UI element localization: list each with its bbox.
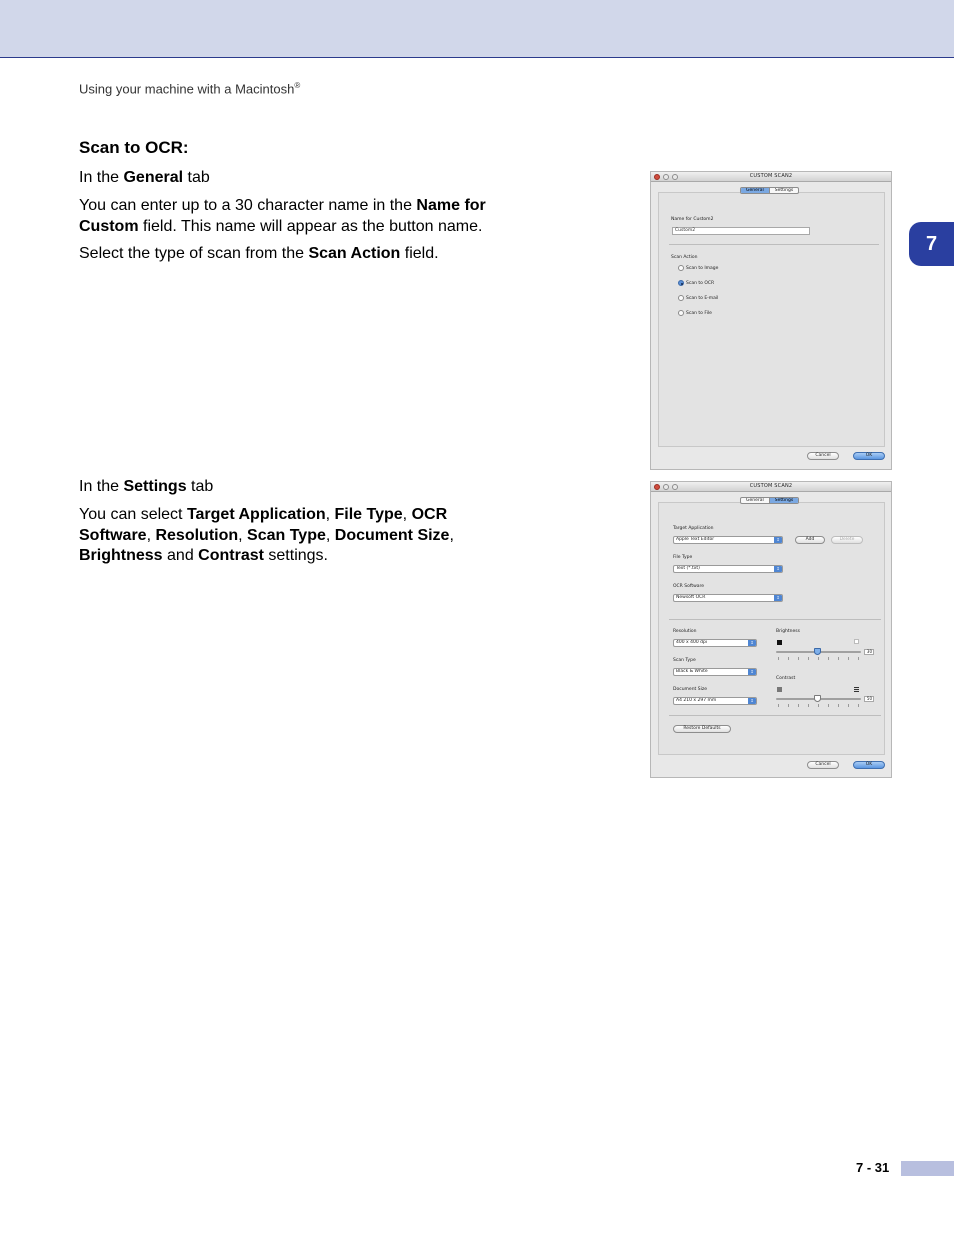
contrast-ticks [778, 704, 860, 707]
chapter-tab: 7 [909, 222, 954, 266]
settings-panel [658, 502, 885, 755]
scan-action-label: Scan Action [671, 255, 698, 260]
ocr-software-popup[interactable]: Newsoft OCR ↕ [673, 594, 783, 602]
contrast-slider-knob[interactable] [814, 695, 821, 702]
popup-arrows-icon: ↕ [748, 669, 756, 675]
contrast-high-icon [854, 687, 859, 692]
add-button[interactable]: Add [795, 536, 825, 544]
ok-button[interactable]: OK [853, 452, 885, 460]
cancel-button[interactable]: Cancel [807, 761, 839, 769]
general-panel [658, 192, 885, 447]
brightness-slider-knob[interactable] [814, 648, 821, 655]
popup-arrows-icon: ↕ [774, 595, 782, 601]
dialog-title: CUSTOM SCAN2 [749, 173, 793, 179]
name-for-custom-label: Name for Custom2 [671, 217, 714, 222]
contrast-label: Contrast [776, 676, 796, 681]
dialog-settings-tabbar [740, 497, 799, 504]
radio-selected-icon [678, 280, 684, 286]
name-for-custom-field[interactable]: Custom2 [672, 227, 810, 235]
radio-icon [678, 295, 684, 301]
tab-settings[interactable]: Settings [769, 498, 798, 503]
resolution-popup[interactable]: 400 x 400 dpi ↕ [673, 639, 757, 647]
brightness-label: Brightness [776, 629, 800, 634]
popup-arrows-icon: ↕ [748, 698, 756, 704]
scan-type-popup[interactable]: Black & White ↕ [673, 668, 757, 676]
tab-general[interactable]: General [746, 498, 764, 503]
radio-scan-to-image[interactable]: Scan to Image [678, 265, 718, 271]
running-head: Using your machine with a Macintosh® [79, 81, 301, 97]
separator [669, 244, 879, 245]
popup-arrows-icon: ↕ [774, 566, 782, 572]
radio-icon [678, 310, 684, 316]
dialog-general-tabbar [740, 187, 799, 194]
brightness-dark-icon [777, 640, 782, 645]
target-application-label: Target Application [673, 526, 714, 531]
delete-button[interactable]: Delete [831, 536, 863, 544]
dialog-general [650, 171, 892, 470]
dialog-title: CUSTOM SCAN2 [749, 483, 793, 489]
dialog-general-titlebar [651, 172, 891, 182]
general-select: Select the type of scan from the Scan Action field. [79, 245, 439, 262]
general-description: You can enter up to a 30 character name in the Name for Custom field. This name will appear as the button name. [79, 197, 486, 235]
separator [669, 619, 881, 620]
settings-description: You can select Target Application, File Type, OCR Software, Resolution, Scan Type, Document Size, Brightness and Contrast settings. [79, 506, 454, 564]
brightness-light-icon [854, 639, 859, 644]
tab-settings[interactable]: Settings [769, 188, 798, 193]
dialog-settings [650, 481, 892, 778]
popup-arrows-icon: ↕ [748, 640, 756, 646]
radio-scan-to-email[interactable]: Scan to E-mail [678, 295, 718, 301]
document-size-label: Document Size [673, 687, 707, 692]
cancel-button[interactable]: Cancel [807, 452, 839, 460]
brightness-value[interactable]: 30 [864, 649, 874, 655]
scan-type-label: Scan Type [673, 658, 696, 663]
contrast-low-icon [777, 687, 782, 692]
general-intro: In the General tab [79, 169, 210, 186]
settings-intro: In the Settings tab [79, 478, 214, 495]
document-size-popup[interactable]: A4 210 x 297 mm ↕ [673, 697, 757, 705]
resolution-label: Resolution [673, 629, 697, 634]
file-type-label: File Type [673, 555, 693, 560]
radio-scan-to-file[interactable]: Scan to File [678, 310, 712, 316]
ocr-software-label: OCR Software [673, 584, 705, 589]
section-title: Scan to OCR: [79, 138, 189, 157]
dialog-settings-titlebar [651, 482, 891, 492]
page-number: 7 - 31 [856, 1160, 890, 1175]
tab-general[interactable]: General [741, 188, 769, 193]
radio-icon [678, 265, 684, 271]
brightness-ticks [778, 657, 860, 660]
file-type-popup[interactable]: Text (*.txt) ↕ [673, 565, 783, 573]
separator [669, 715, 881, 716]
contrast-value[interactable]: 50 [864, 696, 874, 702]
ok-button[interactable]: OK [853, 761, 885, 769]
page-number-bar [901, 1161, 954, 1176]
radio-scan-to-ocr[interactable]: Scan to OCR [678, 280, 714, 286]
header-band [0, 0, 954, 58]
popup-arrows-icon: ↕ [774, 537, 782, 543]
restore-defaults-button[interactable]: Restore Defaults [673, 725, 731, 733]
target-application-popup[interactable]: Apple Text Editor ↕ [673, 536, 783, 544]
